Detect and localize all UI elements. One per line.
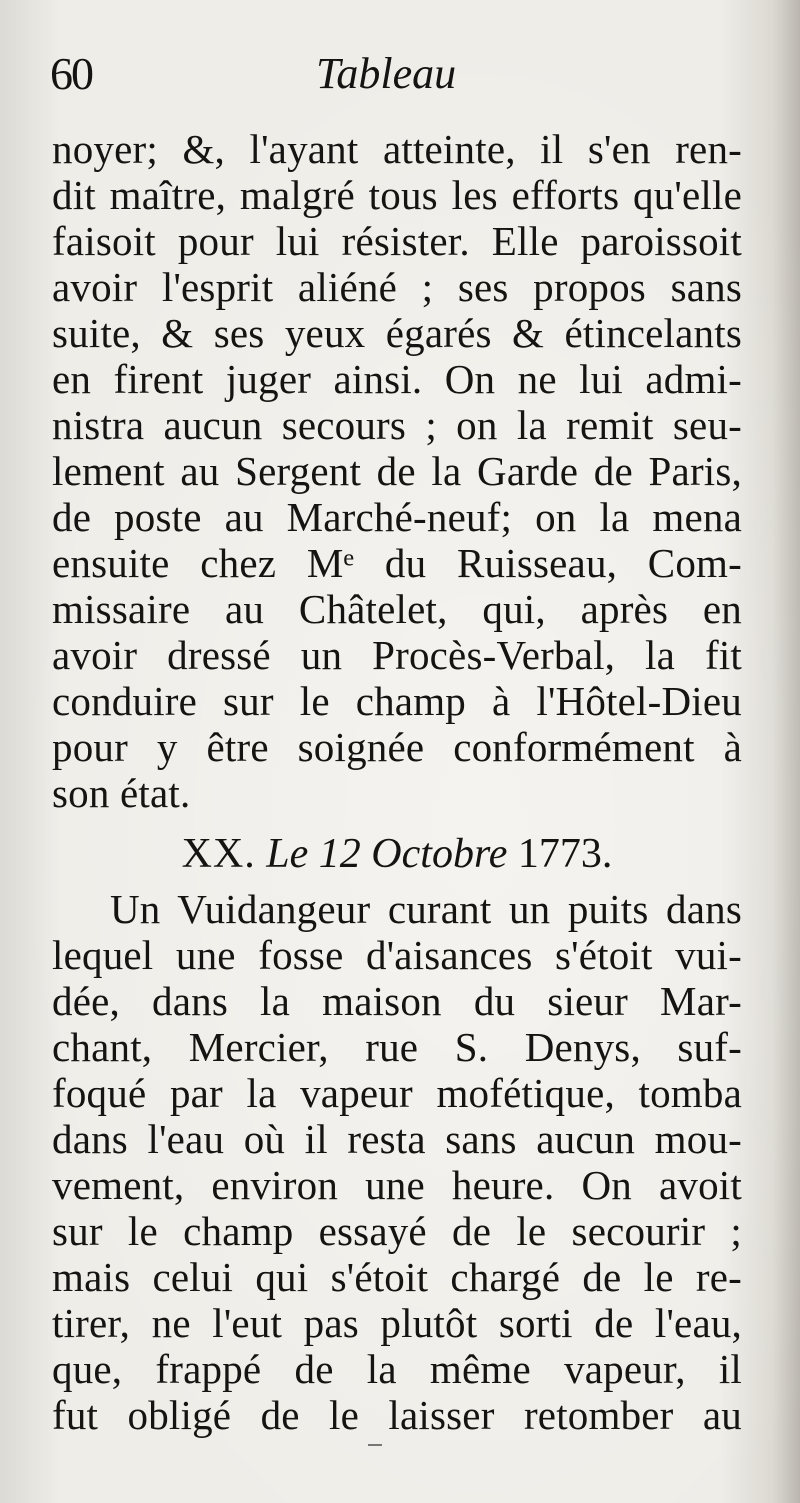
text-line: nistra aucun secours ; on la remit seu- — [52, 402, 742, 448]
text-line: avoir l'esprit aliéné ; ses propos sans — [52, 264, 742, 310]
text-line: pour y être soignée conformément à — [52, 724, 742, 770]
page-number: 60 — [50, 48, 92, 99]
section-year: 1773. — [517, 831, 613, 877]
text-line: lequel une fosse d'aisances s'étoit vui- — [52, 932, 742, 978]
paragraph-1 — [52, 126, 742, 816]
text-line: Un Vuidangeur curant un puits dans — [110, 886, 742, 932]
text-line: ensuite chez Mᵉ du Ruisseau, Com- — [52, 540, 742, 586]
text-line: avoir dressé un Procès-Verbal, la fit — [52, 632, 742, 678]
text-line: lement au Sergent de la Garde de Paris, — [52, 448, 742, 494]
section-date: Le 12 Octobre — [266, 831, 508, 877]
text-line: dans l'eau où il resta sans aucun mou- — [52, 1116, 742, 1162]
print-mark — [368, 1444, 382, 1446]
text-line: dit maître, malgré tous les efforts qu'elle — [52, 172, 742, 218]
text-line: foqué par la vapeur mofétique, tomba — [52, 1070, 742, 1116]
page-gutter-shadow — [772, 0, 800, 1503]
text-line: suite, & ses yeux égarés & étincelants — [52, 310, 742, 356]
text-line: que, frappé de la même vapeur, il — [52, 1346, 742, 1392]
running-title: Tableau — [316, 49, 457, 98]
text-line: missaire au Châtelet, qui, après en — [52, 586, 742, 632]
text-line: dée, dans la maison du sieur Mar- — [52, 978, 742, 1024]
text-line: mais celui qui s'étoit chargé de le re- — [52, 1254, 742, 1300]
text-line: fut obligé de le laisser retomber au — [52, 1392, 742, 1438]
text-line: en firent juger ainsi. On ne lui admi- — [52, 356, 742, 402]
text-line: son état. — [52, 770, 191, 816]
paragraph-2 — [52, 886, 742, 1438]
page-header — [50, 44, 740, 104]
text-line: sur le champ essayé de le secourir ; — [52, 1208, 742, 1254]
text-line: de poste au Marché-neuf; on la mena — [52, 494, 742, 540]
text-line: noyer; &, l'ayant atteinte, il s'en ren- — [52, 126, 742, 172]
section-heading — [52, 824, 742, 884]
text-line: conduire sur le champ à l'Hôtel-Dieu — [52, 678, 742, 724]
text-line: tirer, ne l'eut pas plutôt sorti de l'eau, — [52, 1300, 742, 1346]
text-line: chant, Mercier, rue S. Denys, suf- — [52, 1024, 742, 1070]
text-line: faisoit pour lui résister. Elle paroissoit — [52, 218, 742, 264]
text-line: vement, environ une heure. On avoit — [52, 1162, 742, 1208]
section-number: XX. — [181, 831, 256, 877]
